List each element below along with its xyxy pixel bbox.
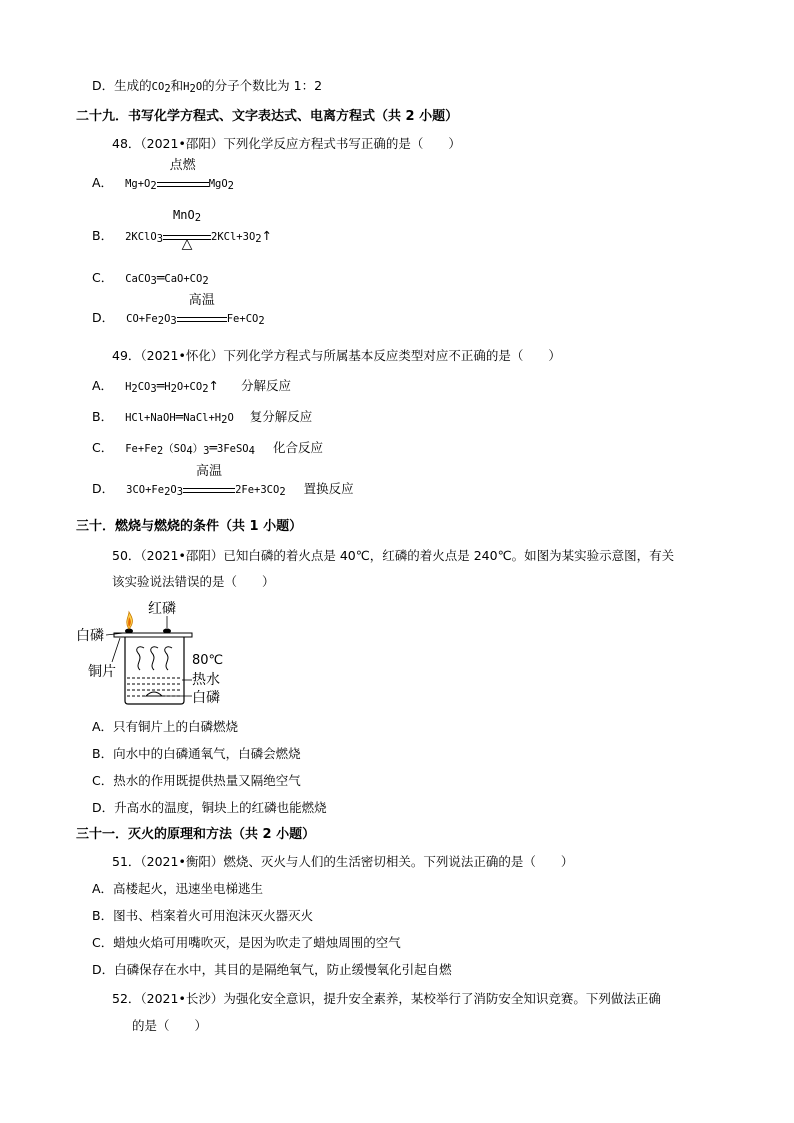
formula: O (227, 412, 234, 424)
option-text: 的分子个数比为 1：2 (202, 78, 323, 93)
q49-option-a[interactable] (92, 377, 291, 396)
option-letter: B． (92, 228, 114, 243)
formula: HCl+NaOH (125, 412, 176, 424)
white-phosphorus-underwater (146, 692, 162, 696)
subscript: 2 (150, 180, 157, 192)
option-letter: D． (92, 481, 115, 496)
subscript: 2 (189, 83, 196, 95)
label-copper-plate: 铜片 (88, 664, 116, 680)
q48-option-d[interactable] (92, 293, 265, 328)
subscript: 3 (150, 383, 157, 395)
condition-text: 高温 (188, 293, 215, 308)
formula: Fe+CO (226, 313, 259, 325)
formula: O (164, 313, 171, 325)
heat-symbol: △ (181, 236, 193, 252)
subscript: 2 (164, 486, 171, 498)
q51-option-c[interactable]: C．蜡烛火焰可用嘴吹灭，是因为吹走了蜡烛周围的空气 (92, 935, 401, 950)
option-letter: D． (92, 78, 115, 93)
subscript: 3 (150, 275, 157, 287)
reaction-condition (177, 293, 227, 322)
red-phosphorus (163, 629, 171, 634)
formula: Mg+O (125, 178, 151, 190)
steam-icon (165, 647, 172, 670)
label-white-phosphorus-right: 白磷 (192, 690, 220, 706)
reaction-type: 化合反应 (272, 440, 323, 455)
q47-option-d (92, 77, 322, 96)
q49-option-d[interactable] (92, 464, 354, 499)
label-temperature: 80℃ (192, 653, 224, 668)
formula: 2KCl+3O (211, 231, 256, 243)
q52-stem-line2: 的是（ ） (132, 1018, 208, 1033)
reaction-condition (183, 464, 235, 493)
subscript: 2 (227, 180, 234, 192)
subscript: 2 (170, 383, 177, 395)
q50-option-d[interactable]: D．升高水的温度，铜块上的红磷也能燃烧 (92, 800, 327, 815)
section-title-31: 三十一．灭火的原理和方法（共 2 小题） (76, 827, 316, 842)
subscript: 2 (255, 233, 262, 245)
formula: 3CO+Fe (126, 484, 165, 496)
q51-stem: 51．（2021•衡阳）燃烧、灭火与人们的生活密切相关。下列说法正确的是（ ） (112, 854, 574, 869)
label-red-phosphorus: 红磷 (148, 601, 176, 617)
option-letter: B． (92, 409, 114, 424)
equals-sign: ═ (156, 270, 165, 285)
q50-option-a[interactable]: A．只有铜片上的白磷燃烧 (92, 719, 239, 734)
equals-sign (157, 182, 209, 187)
q48-option-b[interactable] (92, 208, 273, 252)
formula: ） (192, 443, 204, 455)
reaction-type: 分解反应 (241, 378, 292, 393)
subscript: 3 (176, 486, 184, 498)
q50-stem-line1: 50．（2021•邵阳）已知白磷的着火点是 40℃，红磷的着火点是 240℃。如图为某实验示意图，有关 (112, 548, 675, 563)
q52-stem-line1: 52．（2021•长沙）为强化安全意识，提升安全素养，某校举行了消防安全知识竞赛。下列做法正确 (112, 991, 661, 1006)
formula: H (164, 381, 171, 393)
condition-text: 点燃 (169, 158, 196, 173)
formula: CO (151, 81, 165, 93)
q48-stem: 48．（2021•邵阳）下列化学反应方程式书写正确的是（ ） (112, 136, 461, 151)
q50-stem-line2: 该实验说法错误的是（ ） (112, 574, 275, 589)
formula: 2KClO (125, 231, 157, 243)
reaction-type: 置换反应 (303, 481, 354, 496)
formula: 3FeSO (217, 443, 249, 455)
q49-option-c[interactable] (92, 439, 323, 458)
q49-stem: 49．（2021•怀化）下列化学方程式与所属基本反应类型对应不正确的是（ ） (112, 348, 561, 363)
phosphorus-combustion-figure (74, 598, 234, 710)
gas-arrow: ↑ (261, 228, 273, 243)
formula: NaCl+H (183, 412, 222, 424)
equals-sign (177, 317, 227, 322)
subscript: 2 (221, 414, 228, 426)
label-leader (112, 638, 120, 662)
subscript: 4 (248, 445, 255, 457)
copper-plate (114, 633, 192, 637)
equals-sign: ═ (175, 409, 184, 424)
subscript: 2 (258, 315, 265, 327)
subscript: 2 (202, 383, 209, 395)
formula: H (125, 381, 132, 393)
formula: CaO+CO (164, 273, 203, 285)
formula: （SO (163, 443, 187, 455)
formula: H (183, 81, 190, 93)
condition-text: 高温 (196, 464, 223, 479)
option-letter: A． (92, 378, 114, 393)
catalyst (163, 206, 211, 225)
formula: Fe+Fe (125, 443, 157, 455)
option-text: 生成的 (114, 78, 152, 93)
option-letter: C． (92, 440, 114, 455)
formula: O+CO (176, 381, 203, 393)
subscript: 2 (202, 275, 209, 287)
q51-option-d[interactable]: D．白磷保存在水中，其目的是隔绝氧气，防止缓慢氧化引起自燃 (92, 962, 452, 977)
q51-option-a[interactable]: A．高楼起火，迅速坐电梯逃生 (92, 881, 264, 896)
formula: CO+Fe (126, 313, 158, 325)
subscript: 4 (186, 445, 193, 457)
gas-arrow: ↑ (208, 378, 219, 393)
subscript: 2 (279, 486, 286, 498)
formula: O (195, 81, 203, 93)
option-text: 和 (170, 78, 184, 93)
q50-option-c[interactable]: C．热水的作用既提供热量又隔绝空气 (92, 773, 301, 788)
q51-option-b[interactable]: B．图书、档案着火可用泡沫灭火器灭火 (92, 908, 314, 923)
option-letter: D． (92, 310, 115, 325)
q48-option-c[interactable] (92, 269, 209, 288)
option-letter: C． (92, 270, 114, 285)
subscript: 2 (156, 445, 164, 457)
equals-sign: ═ (156, 378, 165, 393)
formula: MnO (173, 208, 195, 222)
formula: MgO (208, 178, 228, 190)
subscript: 3 (170, 315, 177, 327)
formula: 2Fe+3CO (235, 484, 280, 496)
reaction-condition (163, 208, 211, 252)
subscript: 2 (157, 315, 165, 327)
subscript: 2 (164, 83, 171, 95)
q50-option-b[interactable]: B．向水中的白磷通氧气，白磷会燃烧 (92, 746, 301, 761)
subscript: 2 (131, 383, 138, 395)
section-title-29: 二十九．书写化学方程式、文字表达式、电离方程式（共 2 小题） (76, 109, 459, 124)
equals-sign (183, 488, 235, 493)
formula: CO (137, 381, 151, 393)
section-title-30: 三十．燃烧与燃烧的条件（共 1 小题） (76, 519, 303, 534)
steam-icon (137, 647, 144, 670)
reaction-type: 复分解反应 (249, 409, 313, 424)
label-hot-water: 热水 (192, 672, 220, 688)
steam-icon (151, 647, 158, 670)
q49-option-b[interactable] (92, 408, 312, 427)
formula: CaCO (125, 273, 151, 285)
equals-sign: ═ (209, 440, 218, 455)
q48-option-a[interactable] (92, 158, 234, 193)
formula: O (170, 484, 177, 496)
reaction-condition (157, 158, 209, 187)
subscript: 2 (194, 212, 202, 224)
subscript: 3 (156, 233, 164, 245)
option-letter: A． (92, 175, 114, 190)
label-white-phosphorus-left: 白磷 (76, 628, 104, 644)
subscript: 3 (203, 445, 210, 457)
